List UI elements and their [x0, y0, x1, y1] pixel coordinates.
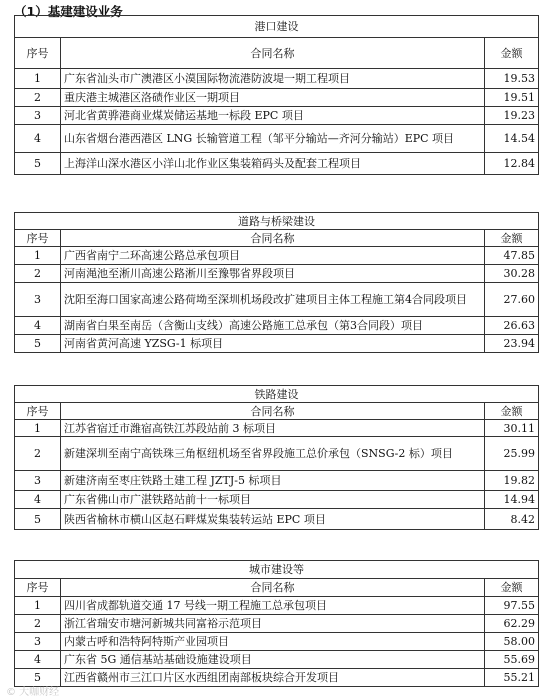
column-header-no: 序号	[15, 579, 61, 597]
column-header-name: 合同名称	[61, 38, 485, 69]
row-amount: 23.94	[485, 335, 539, 353]
row-amount: 12.84	[485, 153, 539, 175]
column-header-name: 合同名称	[61, 579, 485, 597]
watermark: © 大咖财经	[6, 687, 60, 698]
table-row	[15, 265, 539, 283]
table-row	[15, 69, 539, 89]
table-title: 铁路建设	[15, 386, 539, 403]
row-contract-name: 重庆港主城港区洛碛作业区一期项目	[61, 89, 485, 107]
row-contract-name: 江西省赣州市三江口片区水西组团南部板块综合开发项目	[61, 669, 485, 687]
row-no: 5	[15, 509, 61, 530]
row-contract-name: 湖南省白果至南岳（含衡山支线）高速公路施工总承包（第3合同段）项目	[61, 317, 485, 335]
row-amount: 19.23	[485, 107, 539, 125]
row-amount: 55.21	[485, 669, 539, 687]
row-contract-name: 河南渑池至淅川高速公路淅川至豫鄂省界段项目	[61, 265, 485, 283]
table-row	[15, 509, 539, 530]
row-amount: 19.51	[485, 89, 539, 107]
row-no: 4	[15, 317, 61, 335]
row-no: 3	[15, 633, 61, 651]
row-amount: 14.94	[485, 491, 539, 509]
table-row	[15, 153, 539, 175]
row-no: 2	[15, 89, 61, 107]
table-row	[15, 335, 539, 353]
column-header-no: 序号	[15, 230, 61, 247]
row-no: 3	[15, 107, 61, 125]
row-contract-name: 新建济南至枣庄铁路土建工程 JZTJ-5 标项目	[61, 471, 485, 491]
table-title: 道路与桥梁建设	[15, 213, 539, 230]
table-row	[15, 437, 539, 471]
table-row	[15, 420, 539, 437]
row-no: 2	[15, 265, 61, 283]
row-no: 2	[15, 437, 61, 471]
row-amount: 97.55	[485, 597, 539, 615]
urban-construction-table	[14, 560, 539, 687]
row-contract-name: 广东省佛山市广湛铁路站前十一标项目	[61, 491, 485, 509]
row-contract-name: 广东省 5G 通信基站基础设施建设项目	[61, 651, 485, 669]
railway-table	[14, 385, 539, 530]
row-amount: 8.42	[485, 509, 539, 530]
row-amount: 58.00	[485, 633, 539, 651]
table-row	[15, 615, 539, 633]
row-no: 5	[15, 335, 61, 353]
port-construction-table	[14, 15, 539, 175]
table-row	[15, 317, 539, 335]
column-header-amount: 金额	[485, 403, 539, 420]
table-row	[15, 107, 539, 125]
table-row	[15, 669, 539, 687]
table-row	[15, 125, 539, 153]
row-no: 4	[15, 491, 61, 509]
row-no: 1	[15, 597, 61, 615]
row-no: 4	[15, 125, 61, 153]
row-no: 5	[15, 153, 61, 175]
column-header-amount: 金额	[485, 230, 539, 247]
row-no: 5	[15, 669, 61, 687]
row-amount: 55.69	[485, 651, 539, 669]
row-contract-name: 广西省南宁二环高速公路总承包项目	[61, 247, 485, 265]
table-row	[15, 471, 539, 491]
row-no: 4	[15, 651, 61, 669]
row-no: 1	[15, 247, 61, 265]
row-contract-name: 上海洋山深水港区小洋山北作业区集装箱码头及配套工程项目	[61, 153, 485, 175]
table-row	[15, 651, 539, 669]
row-contract-name: 新建深圳至南宁高铁珠三角枢纽机场至省界段施工总价承包（SNSG-2 标）项目	[61, 437, 485, 471]
row-contract-name: 广东省汕头市广澳港区小漠国际物流港防波堤一期工程项目	[61, 69, 485, 89]
row-contract-name: 江苏省宿迁市潍宿高铁江苏段站前 3 标项目	[61, 420, 485, 437]
row-contract-name: 山东省烟台港西港区 LNG 长输管道工程（邹平分输站—齐河分输站）EPC 项目	[61, 125, 485, 153]
row-amount: 30.11	[485, 420, 539, 437]
row-contract-name: 河南省黄河高速 YZSG-1 标项目	[61, 335, 485, 353]
table-row	[15, 89, 539, 107]
row-amount: 30.28	[485, 265, 539, 283]
column-header-amount: 金额	[485, 38, 539, 69]
row-no: 1	[15, 420, 61, 437]
row-no: 3	[15, 283, 61, 317]
row-amount: 47.85	[485, 247, 539, 265]
column-header-no: 序号	[15, 38, 61, 69]
table-title: 城市建设等	[15, 561, 539, 579]
row-amount: 19.53	[485, 69, 539, 89]
column-header-amount: 金额	[485, 579, 539, 597]
row-amount: 19.82	[485, 471, 539, 491]
row-contract-name: 陕西省榆林市横山区赵石畔煤炭集装转运站 EPC 项目	[61, 509, 485, 530]
column-header-name: 合同名称	[61, 403, 485, 420]
table-row	[15, 247, 539, 265]
row-amount: 62.29	[485, 615, 539, 633]
row-amount: 26.63	[485, 317, 539, 335]
table-row	[15, 283, 539, 317]
row-amount: 27.60	[485, 283, 539, 317]
column-header-name: 合同名称	[61, 230, 485, 247]
table-title: 港口建设	[15, 16, 539, 38]
table-row	[15, 597, 539, 615]
column-header-no: 序号	[15, 403, 61, 420]
table-row	[15, 491, 539, 509]
row-contract-name: 浙江省瑞安市塘河新城共同富裕示范项目	[61, 615, 485, 633]
row-contract-name: 四川省成都轨道交通 17 号线一期工程施工总承包项目	[61, 597, 485, 615]
row-amount: 25.99	[485, 437, 539, 471]
row-no: 2	[15, 615, 61, 633]
row-amount: 14.54	[485, 125, 539, 153]
table-row	[15, 633, 539, 651]
road-bridge-table	[14, 212, 539, 353]
row-contract-name: 内蒙古呼和浩特阿特斯产业园项目	[61, 633, 485, 651]
row-contract-name: 河北省黄骅港商业煤炭储运基地一标段 EPC 项目	[61, 107, 485, 125]
section-heading: （1）基建建设业务	[14, 4, 123, 19]
row-no: 1	[15, 69, 61, 89]
row-no: 3	[15, 471, 61, 491]
row-contract-name: 沈阳至海口国家高速公路荷坳至深圳机场段改扩建项目主体工程施工第4合同段项目	[61, 283, 485, 317]
